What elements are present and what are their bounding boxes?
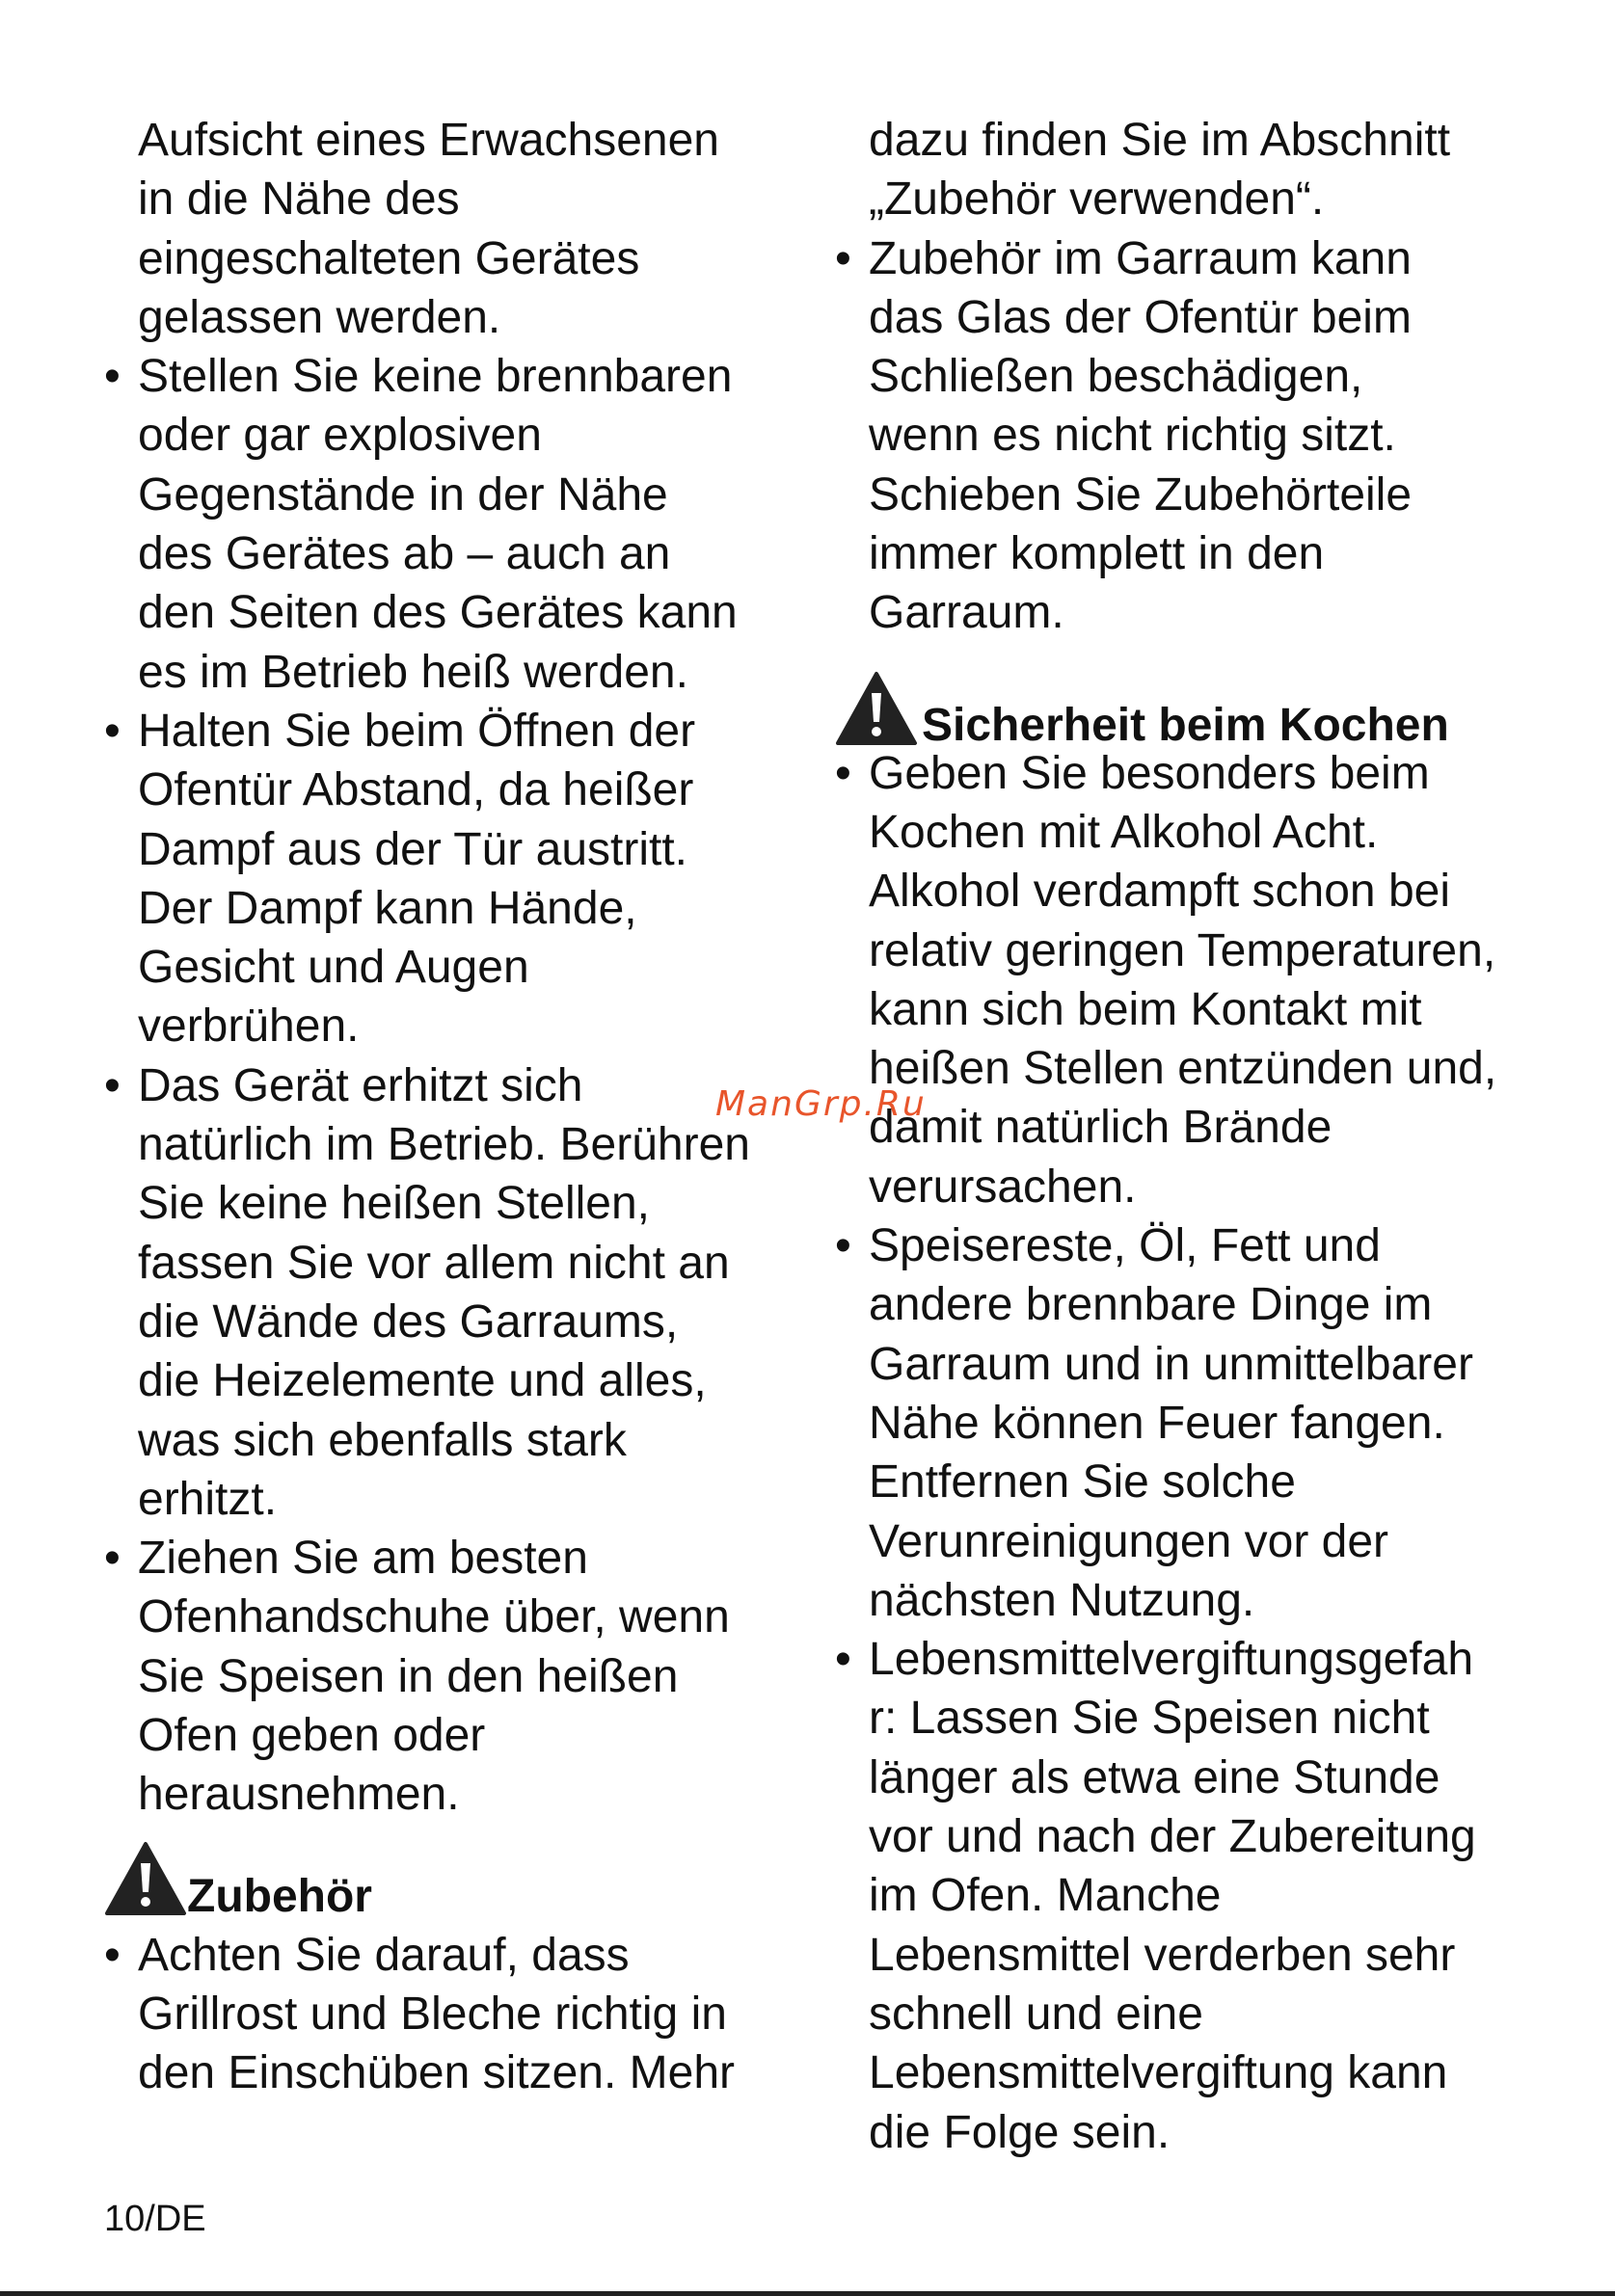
watermark: ManGrp.Ru [715, 1084, 927, 1124]
text-line: Ofentür Abstand, da heißer [138, 764, 694, 816]
text-line: Zubehör im Garraum kann [869, 232, 1412, 284]
text-line: dazu finden Sie im Abschnitt [869, 115, 1451, 166]
bottom-rule [0, 2291, 1615, 2296]
text-line: Kochen mit Alkohol Acht. [869, 806, 1379, 858]
text-line: Ziehen Sie am besten [138, 1533, 588, 1585]
text-line: es im Betrieb heiß werden. [138, 646, 688, 698]
text-line: vor und nach der Zubereitung [869, 1811, 1476, 1863]
bullet-marker: • [104, 1059, 121, 1111]
text-line: das Glas der Ofentür beim [869, 291, 1412, 343]
text-line: verursachen. [869, 1161, 1137, 1213]
text-line: Sie keine heißen Stellen, [138, 1178, 650, 1230]
text-line: schnell und eine [869, 1988, 1203, 2040]
text-line: Aufsicht eines Erwachsenen [138, 115, 719, 166]
text-line: den Einschüben sitzen. Mehr [138, 2047, 736, 2099]
text-line: andere brennbare Dinge im [869, 1279, 1433, 1331]
text-line: Gegenstände in der Nähe [138, 468, 668, 521]
text-line: Lebensmittelvergiftungsgefah [869, 1634, 1474, 1686]
text-line: Der Dampf kann Hände, [138, 882, 637, 934]
text-line: länger als etwa eine Stunde [869, 1751, 1440, 1803]
text-line: Schließen beschädigen, [869, 351, 1363, 403]
text-line: Sie Speisen in den heißen [138, 1650, 679, 1702]
text-line: Alkohol verdampft schon bei [869, 866, 1450, 918]
text-line: Lebensmittelvergiftung kann [869, 2047, 1448, 2099]
text-line: immer komplett in den [869, 528, 1325, 580]
bullet-item [835, 1630, 1597, 2162]
text-line: Dampf aus der Tür austritt. [138, 823, 687, 875]
text-line: „Zubehör verwenden“. [869, 174, 1325, 226]
bullet-item [104, 347, 837, 702]
bullet-item [104, 1529, 837, 1824]
text-line: wenn es nicht richtig sitzt. [869, 410, 1396, 462]
text-line: verbrühen. [138, 1001, 360, 1053]
bullet-item [835, 744, 1597, 1216]
text-line: natürlich im Betrieb. Berühren [138, 1119, 750, 1171]
text-line: gelassen werden. [138, 291, 501, 343]
text-line: Das Gerät erhitzt sich [138, 1059, 583, 1111]
bullet-marker: • [835, 747, 851, 799]
text-line: Ofenhandschuhe über, wenn [138, 1591, 730, 1643]
text-line: Garraum und in unmittelbarer [869, 1338, 1473, 1390]
text-line: nächsten Nutzung. [869, 1574, 1255, 1626]
text-line: Gesicht und Augen [138, 942, 529, 994]
bullet-marker: • [835, 1634, 851, 1686]
text-line: herausnehmen. [138, 1769, 460, 1821]
text-line: eingeschalteten Gerätes [138, 232, 640, 284]
text-line: kann sich beim Kontakt mit [869, 983, 1422, 1035]
text-line: Geben Sie besonders beim [869, 747, 1430, 799]
right-column [835, 111, 1597, 2162]
text-line: Garraum. [869, 587, 1064, 639]
text-line: damit natürlich Brände [869, 1102, 1332, 1154]
heading-text: Sicherheit beim Kochen [922, 699, 1449, 751]
text-line: Nähe können Feuer fangen. [869, 1397, 1445, 1449]
section-heading-sicherheit [835, 685, 1597, 751]
text-line: die Heizelemente und alles, [138, 1355, 707, 1407]
text-line: Halten Sie beim Öffnen der [138, 705, 696, 757]
text-line: die Folge sein. [869, 2106, 1171, 2158]
text-line: des Gerätes ab – auch an [138, 528, 671, 580]
bullet-marker: • [835, 232, 851, 284]
page-number: 10/DE [104, 2199, 206, 2239]
text-line: Grillrost und Bleche richtig in [138, 1988, 727, 2040]
bullet-item [835, 229, 1597, 643]
bullet-item [104, 702, 837, 1056]
text-line: erhitzt. [138, 1473, 278, 1525]
text-line: fassen Sie vor allem nicht an [138, 1237, 730, 1289]
bullet-marker: • [104, 1929, 121, 1981]
text-line: was sich ebenfalls stark [138, 1414, 627, 1466]
warning-icon [835, 670, 918, 747]
text-line: relativ geringen Temperaturen, [869, 924, 1496, 976]
text-line: im Ofen. Manche [869, 1870, 1222, 1922]
text-line: in die Nähe des [138, 174, 460, 226]
heading-text: Zubehör [187, 1870, 372, 1922]
text-line: Verunreinigungen vor der [869, 1515, 1389, 1567]
right-intro [835, 111, 1597, 229]
bullet-marker: • [835, 1220, 851, 1272]
text-line: die Wände des Garraums, [138, 1295, 679, 1348]
text-line: Achten Sie darauf, dass [138, 1929, 630, 1981]
bullet-marker: • [104, 351, 121, 403]
warning-icon [104, 1840, 187, 1917]
text-line: oder gar explosiven [138, 410, 542, 462]
bullet-marker: • [104, 705, 121, 757]
text-line: heißen Stellen entzünden und, [869, 1043, 1497, 1095]
bullet-item [104, 1056, 837, 1529]
text-line: r: Lassen Sie Speisen nicht [869, 1693, 1430, 1745]
text-line: Schieben Sie Zubehörteile [869, 468, 1413, 521]
text-line: Ofen geben oder [138, 1710, 486, 1762]
text-line: Lebensmittel verderben sehr [869, 1929, 1456, 1981]
bullet-item [835, 1216, 1597, 1630]
section-heading-zubehoer [104, 1867, 837, 1926]
left-intro [104, 111, 837, 347]
bullet-item [104, 1926, 837, 2103]
text-line: den Seiten des Gerätes kann [138, 587, 738, 639]
text-line: Speisereste, Öl, Fett und [869, 1220, 1381, 1272]
text-line: Entfernen Sie solche [869, 1456, 1296, 1508]
bullet-marker: • [104, 1533, 121, 1585]
text-line: Stellen Sie keine brennbaren [138, 351, 733, 403]
